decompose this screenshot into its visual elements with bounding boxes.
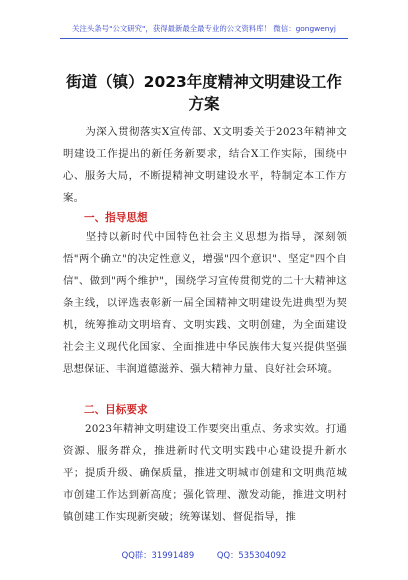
footer-contact <box>0 549 408 561</box>
section-heading-goals: 二、目标要求 <box>84 404 148 416</box>
goals-text: 2023年精神文明建设工作要突出重点、务求实效。打通资源、服务群众，推进新时代文明实践中心建设提升新水平；提质升级、确保质量，推进文明城市创建和文明典范城市创建工作达到新高度；强化管理、激发动能，推进文明村镇创建工作实现新突破；统筹谋划、督促指导，推 <box>63 423 347 523</box>
intro-paragraph <box>63 121 347 209</box>
section-heading-guiding-thought: 一、指导思想 <box>84 212 148 224</box>
footer-qq: QQ：535304092 <box>216 550 287 560</box>
intro-text: 为深入贯彻落实X宣传部、X文明委关于2023年精神文明建设工作提出的新任务新要求，结合X工作实际，围绕中心、服务大局，不断提精神文明建设水平，特制定本工作方案。 <box>63 126 347 204</box>
document-title-line2: 方案 <box>188 95 220 113</box>
header-banner-text: 关注头条号"公文研究"，获得最新最全最专业的公文资料库！ 微信：gongwenyj <box>72 24 336 33</box>
document-title-line1: 街道（镇）2023年度精神文明建设工作 <box>66 73 342 91</box>
guiding-thought-text: 坚持以新时代中国特色社会主义思想为指导，深刻领悟"两个确立"的决定性意义，增强"四个意识"、坚定"四个自信"、做到"两个维护"，围绕学习宣传贯彻党的二十大精神这条主线，以评选表彰新一届全国精神文明建设先进典型为契机，统筹推动文明培育、文明实践、文明创建，为全面建设社会主义现代化国家、全面推进中华民族伟大复兴提供坚强思想保证、丰润道德滋养、强大精神力量、良好社会环境。 <box>63 231 347 375</box>
goals-paragraph <box>63 418 347 528</box>
guiding-thought-paragraph <box>63 226 347 380</box>
header-banner <box>60 22 348 39</box>
footer-qq-group: QQ群：31991489 <box>121 550 195 560</box>
